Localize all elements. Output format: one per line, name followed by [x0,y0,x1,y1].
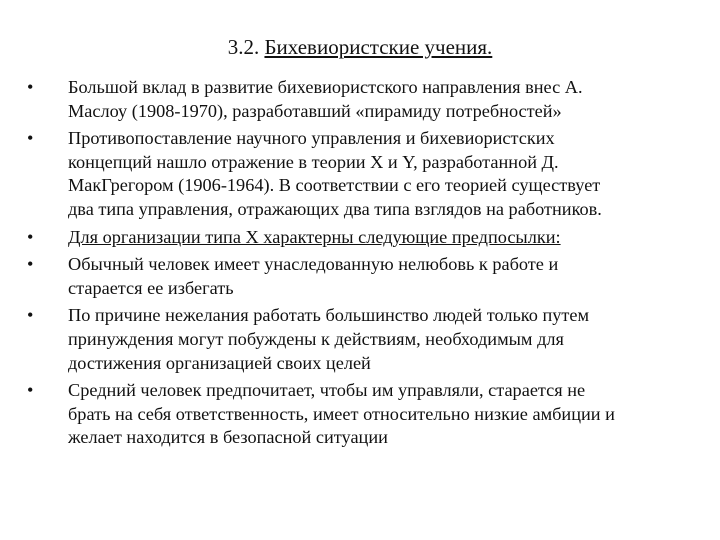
item-line: Большой вклад в развитие бихевиористского направления внес А. [68,77,583,97]
item-line: МакГрегором (1906-1964). В соответствии с его теорией существует [68,175,601,196]
bullet-list [27,76,697,454]
slide-title [0,34,720,60]
bullet-icon: • [27,128,34,149]
bullet-icon: • [27,226,34,247]
item-line: два типа управления, отражающих два типа взглядов на работников. [68,198,602,219]
list-item [27,304,697,375]
bullet-icon: • [27,77,34,97]
item-line: брать на себя ответственность, имеет относительно низкие амбиции и [68,403,615,424]
item-line: желает находится в безопасной ситуации [68,427,388,448]
bullet-icon: • [27,305,34,326]
item-line: старается ее избегать [68,277,234,298]
bullet-icon: • [27,380,34,401]
item-line: концепций нашло отражение в теории X и Y, разработанной Д. [68,151,559,172]
bullet-icon: • [27,254,34,275]
item-line: Противопоставление научного управления и бихевиористских [68,128,555,149]
list-item-heading [27,226,697,250]
list-item [27,127,697,221]
item-line: принуждения могут побуждены к действиям, необходимым для [68,328,564,349]
title-number: 3.2. [227,35,265,59]
title-text: Бихевиористские учения. [264,35,493,59]
item-line-underlined: Для организации типа X характерны следующие предпосылки: [68,226,561,247]
list-item [27,379,697,450]
item-line: Маслоу (1908-1970), разработавший «пирамиду потребностей» [68,100,562,121]
list-item [27,253,697,300]
item-line: достижения организацией своих целей [68,352,371,373]
item-line: По причине нежелания работать большинство людей только путем [68,305,590,326]
list-item [27,76,697,123]
item-line: Средний человек предпочитает, чтобы им управляли, старается не [68,380,586,401]
item-line: Обычный человек имеет унаследованную нелюбовь к работе и [68,254,559,275]
